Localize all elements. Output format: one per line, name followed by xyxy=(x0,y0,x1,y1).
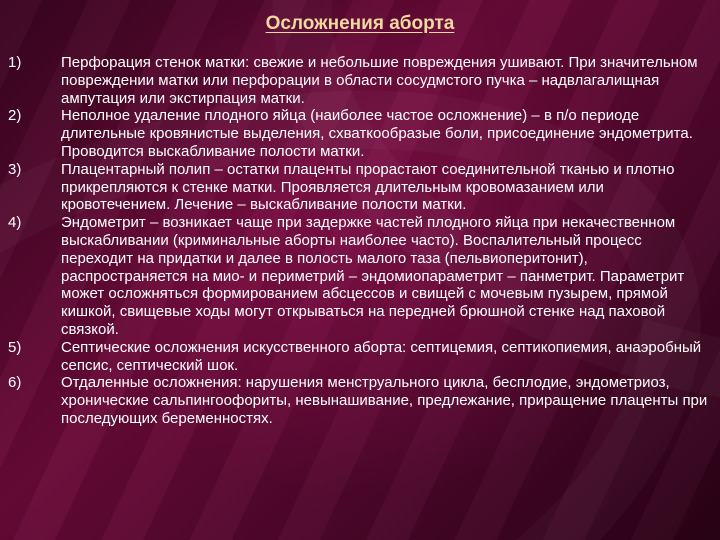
list-item xyxy=(8,54,708,107)
list-item xyxy=(8,214,708,339)
item-number: 3) xyxy=(8,160,22,178)
item-text: Перфорация стенок матки: свежие и небольшие повреждения ушивают. При значительном повреждении матки или перфорации в области сосудмстого пучка – надвлагалищная ампутация или экстирпация матки. xyxy=(61,54,698,107)
item-text: Неполное удаление плодного яйца (наиболее частое осложнение) – в п/о периоде длительные кровянистые выделения, схваткообразые боли, присоединение эндометрита. Проводится выскабливание полости матки. xyxy=(61,107,693,160)
complications-list xyxy=(8,54,708,428)
item-text: Септические осложнения искусственного аборта: септицемия, септикопиемия, анаэробный сепсис, септический шок. xyxy=(61,338,702,374)
item-text: Эндометрит – возникает чаще при задержке частей плодного яйца при некачественном выскабливании (криминальные аборты наиболее часто). Воспалительный процесс переходит на придатки и далее в полость малого таза (пельвиоперитонит), распространяется на мио- и периметрий – эндомиопараметрит – панметрит. Параметрит может осложняться формированием абсцессов и свищей с мочевым пузырем, прямой кишкой, свищевые ходы могут открываться на передней брюшной стенке над паховой связкой. xyxy=(61,214,685,338)
item-number: 6) xyxy=(8,374,22,392)
list-item xyxy=(8,374,708,427)
item-number: 5) xyxy=(8,338,22,356)
list-item xyxy=(8,339,708,375)
item-number: 2) xyxy=(8,107,22,125)
item-number: 4) xyxy=(8,214,22,232)
item-text: Плацентарный полип – остатки плаценты прорастают соединительной тканью и плотно прикрепляются к стенке матки. Проявляется длительным кровомазанием или кровотечением. Лечение – выскабливание полости матки. xyxy=(61,160,675,214)
list-item xyxy=(8,161,708,214)
item-text: Отдаленные осложнения: нарушения менструального цикла, бесплодие, эндометриоз, хронические сальпингоофориты, невынашивание, предлежание, приращение плаценты при последующих беременностях. xyxy=(61,374,708,427)
slide-title: Осложнения аборта xyxy=(265,13,455,34)
item-number: 1) xyxy=(8,54,22,71)
list-item xyxy=(8,107,708,160)
